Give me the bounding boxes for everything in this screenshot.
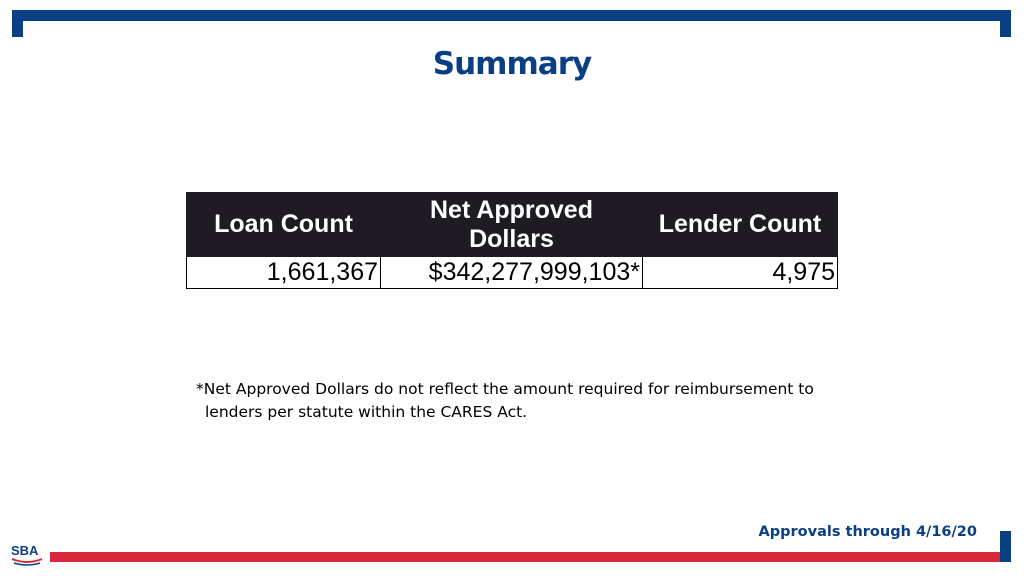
lender-count-header: Lender Count [643,193,838,257]
bottom-right-frame-corner [1000,531,1011,562]
top-left-frame-corner [12,10,23,37]
footnote-line-2: lenders per statute within the CARES Act. [205,403,528,421]
bottom-frame-bar [50,552,1011,562]
top-right-frame-corner [1000,10,1011,37]
approvals-date-label: Approvals through 4/16/20 [758,524,977,540]
loan-count-value: 1,661,367 [187,257,381,289]
page-title: Summary [432,46,592,82]
top-frame-bar [12,10,1011,21]
footnote-line-1: *Net Approved Dollars do not reflect the amount required for reimbursement to [196,380,814,398]
lender-count-value: 4,975 [643,257,838,289]
net-approved-dollars-header: Net Approved Dollars [381,193,643,257]
table-header-row [187,193,838,257]
net-approved-dollars-value: $342,277,999,103* [381,257,643,289]
footnote [196,378,856,424]
sba-logo [10,540,44,566]
loan-count-header: Loan Count [187,193,381,257]
sba-logo-text: SBA [11,543,39,558]
table-row [187,257,838,289]
summary-table [186,192,838,289]
